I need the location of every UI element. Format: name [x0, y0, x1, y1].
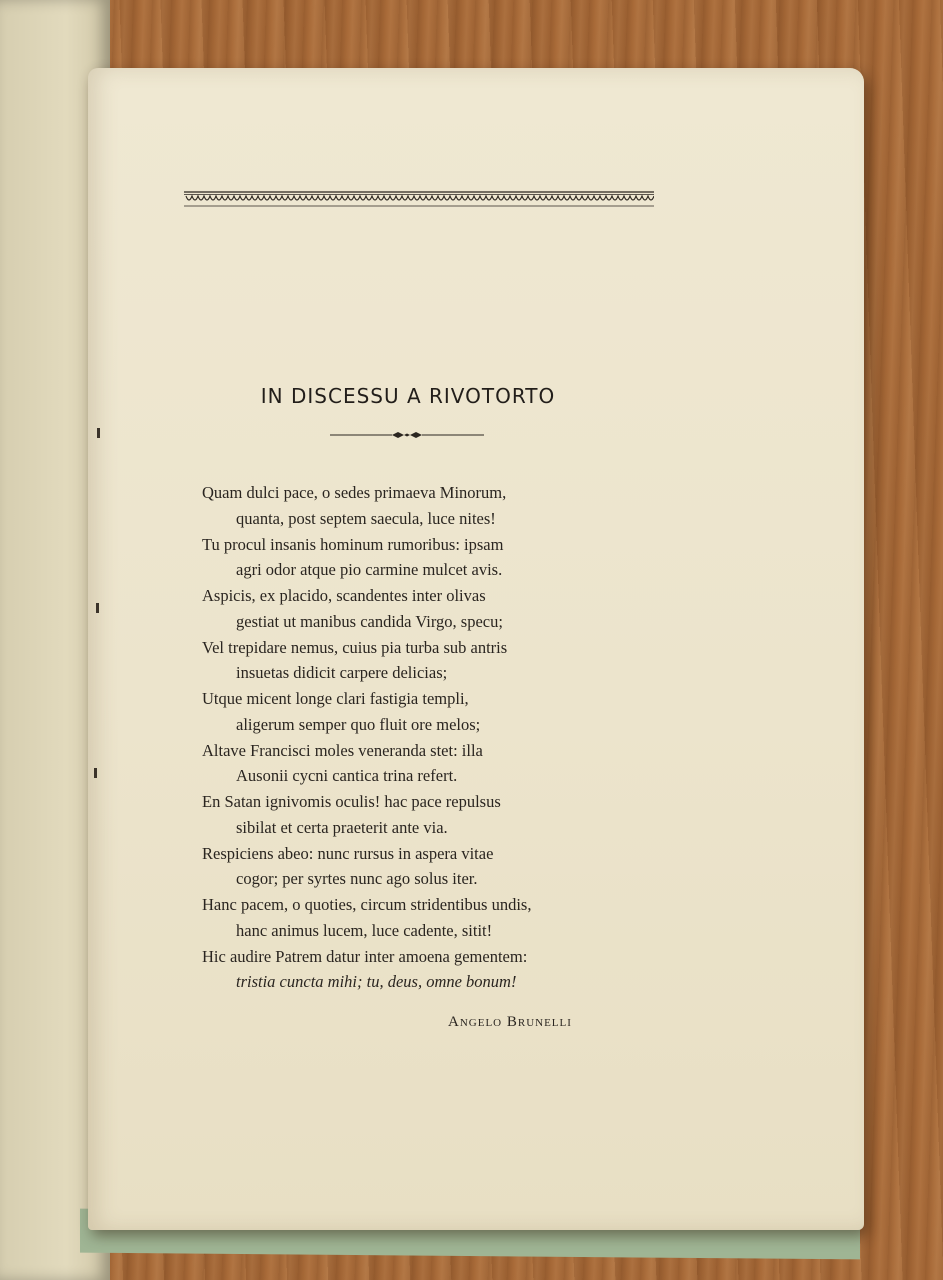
- poem-stanza: [202, 738, 762, 790]
- poem-body: [202, 480, 762, 995]
- binding-stitch: [96, 603, 99, 613]
- poem-line-indented: aligerum semper quo fluit ore melos;: [236, 714, 481, 734]
- poem-line: Tu procul insanis hominum rumoribus: ipsam: [202, 534, 504, 554]
- poem-line: En Satan ignivomis oculis! hac pace repulsus: [202, 792, 501, 811]
- poem-line-indented: gestiat ut manibus candida Virgo, specu;: [236, 611, 503, 631]
- poem-line-indented: Ausonii cycni cantica trina refert.: [236, 766, 458, 785]
- poem-line-indented: hanc animus lucem, luce cadente, sitit!: [236, 920, 493, 940]
- poem-line: Altave Francisci moles veneranda stet: illa: [202, 740, 483, 760]
- poem-stanza: [202, 944, 762, 996]
- poem-line: Hic audire Patrem datur inter amoena gementem:: [202, 946, 528, 966]
- binding-stitch: [94, 768, 97, 778]
- poem-line: Utque micent longe clari fastigia templi,: [202, 689, 469, 708]
- poem-line: Aspicis, ex placido, scandentes inter olivas: [202, 586, 486, 605]
- poem-stanza: [202, 789, 762, 841]
- page-title: IN DISCESSU A RIVOTORTO: [260, 384, 556, 408]
- poem-line: Hanc pacem, o quoties, circum stridentibus undis,: [202, 895, 532, 914]
- binding-stitch: [97, 428, 100, 438]
- author-signature: Angelo Brunelli: [448, 1014, 572, 1030]
- poem-stanza: [202, 532, 762, 584]
- title-divider-ornament: [330, 430, 484, 440]
- poem-line-indented: quanta, post septem saecula, luce nites!: [236, 508, 496, 528]
- book-page: [88, 68, 864, 1230]
- header-ornament-border: [184, 190, 654, 208]
- poem-line: Vel trepidare nemus, cuius pia turba sub antris: [202, 637, 508, 657]
- poem-line-indented: agri odor atque pio carmine mulcet avis.: [236, 560, 503, 579]
- poem-line-indented: sibilat et certa praeterit ante via.: [236, 817, 448, 837]
- poem-line-indented-italic: tristia cuncta mihi; tu, deus, omne bonum!: [236, 972, 517, 991]
- poem-stanza: [202, 686, 762, 738]
- poem-stanza: [202, 480, 762, 532]
- poem-line: Quam dulci pace, o sedes primaeva Minorum,: [202, 483, 507, 502]
- poem-stanza: [202, 635, 762, 687]
- poem-stanza: [202, 841, 762, 893]
- poem-line: Respiciens abeo: nunc rursus in aspera vitae: [202, 843, 494, 863]
- poem-stanza: [202, 892, 762, 944]
- poem-line-indented: insuetas didicit carpere delicias;: [236, 663, 448, 682]
- poem-line-indented: cogor; per syrtes nunc ago solus iter.: [236, 869, 478, 888]
- poem-stanza: [202, 583, 762, 635]
